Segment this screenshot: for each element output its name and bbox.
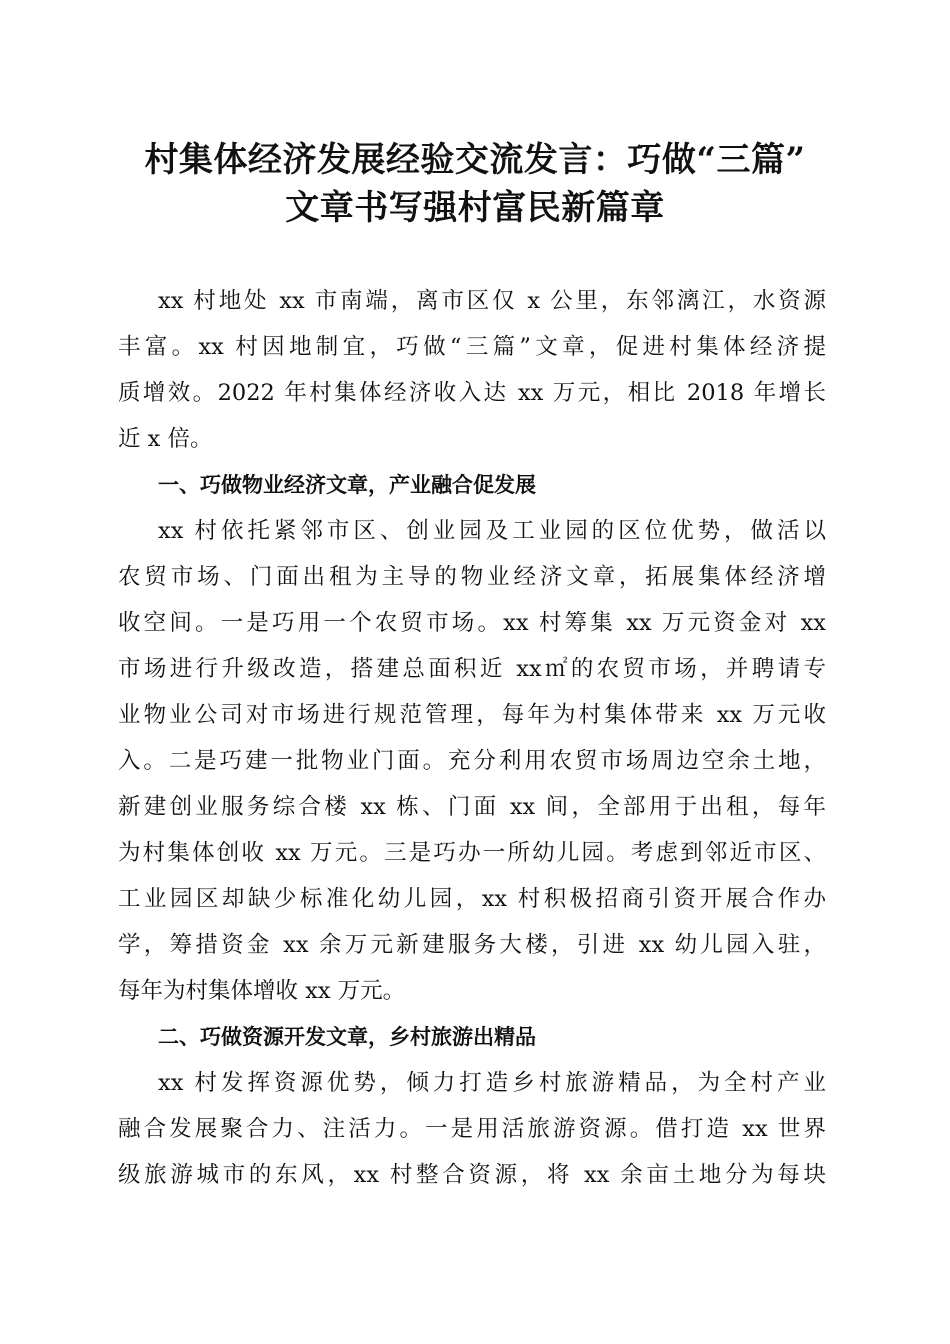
text-line: 近 x 倍。: [118, 426, 213, 452]
text-line: 丰富。xx 村因地制宜，巧做“三篇”文章，促进村集体经济提: [118, 334, 826, 360]
text-line: 每年为村集体增收 xx 万元。: [118, 978, 406, 1004]
text-line: 质增效。2022 年村集体经济收入达 xx 万元，相比 2018 年增长: [118, 380, 826, 406]
intro-paragraph: [118, 278, 826, 462]
text-line: 学，筹措资金 xx 余万元新建服务大楼，引进 xx 幼儿园入驻，: [118, 932, 826, 958]
section-2-paragraph: [118, 1060, 826, 1198]
text-line: 新建创业服务综合楼 xx 栋、门面 xx 间，全部用于出租，每年: [118, 794, 826, 820]
text-line: 收空间。一是巧用一个农贸市场。xx 村筹集 xx 万元资金对 xx: [118, 610, 826, 636]
document-title: [80, 136, 870, 232]
text-line: xx 村依托紧邻市区、创业园及工业园的区位优势，做活以: [158, 518, 826, 544]
text-line: xx 村发挥资源优势，倾力打造乡村旅游精品，为全村产业: [158, 1070, 826, 1096]
text-line: 业物业公司对市场进行规范管理，每年为村集体带来 xx 万元收: [118, 702, 826, 728]
text-line: 入。二是巧建一批物业门面。充分利用农贸市场周边空余土地，: [118, 748, 826, 774]
text-line: 农贸市场、门面出租为主导的物业经济文章，拓展集体经济增: [118, 564, 826, 590]
text-line: 市场进行升级改造，搭建总面积近 xx㎡的农贸市场，并聘请专: [118, 656, 826, 682]
text-line: 级旅游城市的东风，xx 村整合资源，将 xx 余亩土地分为每块: [118, 1162, 826, 1188]
document-body: [118, 278, 826, 1198]
text-line: xx 村地处 xx 市南端，离市区仅 x 公里，东邻漓江，水资源: [158, 288, 826, 314]
title-line: 文章书写强村富民新篇章: [285, 188, 665, 228]
section-heading-1: 一、巧做物业经济文章，产业融合促发展: [158, 473, 536, 497]
text-line: 融合发展聚合力、注活力。一是用活旅游资源。借打造 xx 世界: [118, 1116, 826, 1142]
section-1-paragraph: [118, 508, 826, 1014]
section-heading-2: 二、巧做资源开发文章，乡村旅游出精品: [158, 1025, 536, 1049]
text-line: 工业园区却缺少标准化幼儿园，xx 村积极招商引资开展合作办: [118, 886, 826, 912]
title-line: 村集体经济发展经验交流发言：巧做“三篇”: [144, 140, 806, 180]
text-line: 为村集体创收 xx 万元。三是巧办一所幼儿园。考虑到邻近市区、: [118, 840, 826, 866]
